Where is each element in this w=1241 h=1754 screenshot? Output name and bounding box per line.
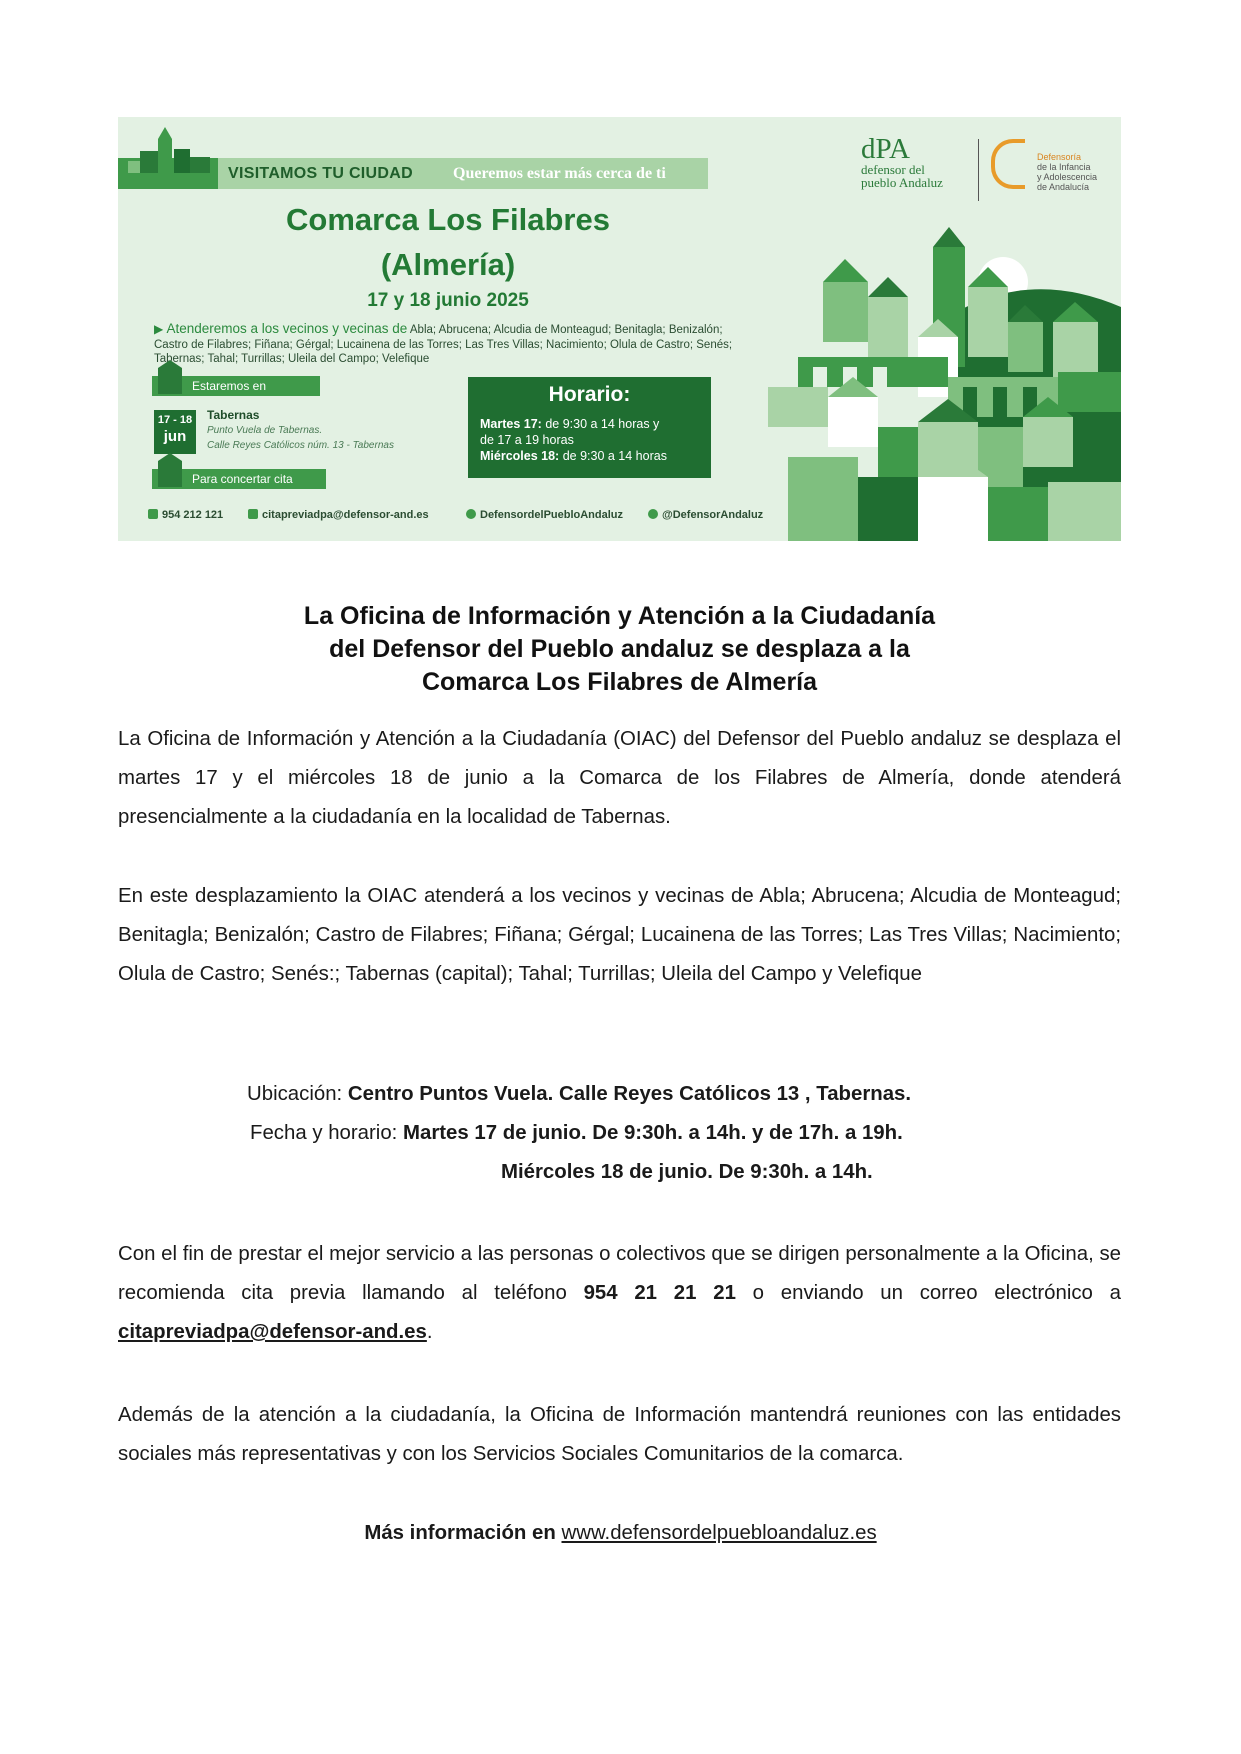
logo-divider — [978, 139, 979, 201]
horario-box: Horario: Martes 17: de 9:30 a 14 horas y de 17 a 19 horas Miércoles 18: de 9:30 a 14 horas — [468, 377, 711, 478]
website-link[interactable]: www.defensordelpuebloandaluz.es — [561, 1522, 877, 1544]
schedule-line-2: Miércoles 18 de junio. De 9:30h. a 14h. — [501, 1161, 873, 1183]
place-line1: Punto Vuela de Tabernas. — [207, 425, 323, 436]
date-box: 17 - 18 jun — [154, 410, 196, 454]
phone-number: 954 21 21 21 — [583, 1282, 736, 1304]
location-line: Ubicación: Centro Puntos Vuela. Calle Reyes Católicos 13 , Tabernas. — [247, 1083, 912, 1105]
house-icon — [158, 461, 182, 487]
page-title: La Oficina de Información y Atención a la Ciudadanía del Defensor del Pueblo andaluz se desplaza a la Comarca Los Filabres de Almería — [303, 602, 936, 696]
facebook-contact[interactable]: DefensordelPuebloAndaluz — [466, 509, 623, 521]
cita-tag: Para concertar cita — [152, 469, 326, 489]
place-name: Tabernas — [207, 408, 260, 422]
email-link[interactable]: citapreviadpa@defensor-and.es — [118, 1321, 427, 1343]
banner-title: Comarca Los Filabres — [286, 202, 610, 237]
dpa-logo: dPA defensor del pueblo Andaluz — [861, 133, 943, 190]
visit-title: VISITAMOS TU CIUDAD — [228, 165, 413, 182]
event-banner: VISITAMOS TU CIUDAD Queremos estar más cerca de ti Comarca Los Filabres (Almería) 17 y 18 junio 2025 ▶ Atenderemos a los vecinos y vecinas de Abla; Abrucena; Alcudia de Monteagud; Benitagla; Benizalón; Castro de Filabres; Fiñana; Gérgal; Lucainena de las Torres; Las Tres Villas; Nacimiento; Olula de Castro; Senés; Tabernas; Tahal; Turrillas; Uleila del Campo; Velefique Estaremos en 17 - 18 jun Tabernas Punto Vuela de Tabernas. Calle Reyes Católicos núm. 13 - Tabernas Para concertar cita Horario: Martes 17: de 9:30 a 14 horas y de 17 a 19 horas Miércoles 18: de 9:30 a 14 horas 954 212 121 citapreviadpa@defensor-and.es DefensordelPuebloAndaluz @DefensorAndaluz dPA defensor del pueblo Andaluz Defensoría de la Infancia y Adolescencia de Andalucía — [118, 117, 1121, 541]
banner-title-province: (Almería) — [380, 247, 516, 282]
facebook-icon — [466, 509, 476, 519]
village-illustration — [768, 227, 1121, 541]
visit-subtitle: Queremos estar más cerca de ti — [453, 165, 666, 182]
more-info-line: Más información en www.defensordelpuebloandaluz.es — [364, 1522, 877, 1544]
intro-paragraph: La Oficina de Información y Atención a la Ciudadanía (OIAC) del Defensor del Pueblo andaluz se desplaza el martes 17 y el miércoles 18 de junio a la Comarca de los Filabres de Almería, donde atenderá presencialmente a la ciudadanía en la localidad de Tabernas. — [118, 728, 1121, 828]
x-icon — [648, 509, 658, 519]
x-contact[interactable]: @DefensorAndaluz — [648, 509, 763, 521]
place-line2: Calle Reyes Católicos núm. 13 - Tabernas — [207, 440, 394, 451]
phone-icon — [148, 509, 158, 519]
email-contact[interactable]: citapreviadpa@defensor-and.es — [248, 509, 429, 521]
mail-icon — [248, 509, 258, 519]
house-icon — [158, 368, 182, 394]
defensoria-mark-icon — [991, 139, 1025, 189]
appointment-paragraph: Con el fin de prestar el mejor servicio a las personas o colectivos que se dirigen personalmente a la Oficina, se recomienda cita previa llamando al teléfono 954 21 21 21 o enviando un correo electrónico a citapreviadpa@defensor-and.es. — [118, 1243, 1121, 1343]
phone-contact[interactable]: 954 212 121 — [148, 509, 223, 521]
schedule-line: Fecha y horario: Martes 17 de junio. De 9:30h. a 14h. y de 17h. a 19h. — [250, 1122, 903, 1144]
banner-attend-text: ▶ Atenderemos a los vecinos y vecinas de Abla; Abrucena; Alcudia de Monteagud; Benitagla; Benizalón; Castro de Filabres; Fiñana; Gérgal; Lucainena de las Torres; Las Tres Villas; Nacimiento; Olula de Castro; Senés; Tabernas; Tahal; Turrillas; Uleila del Campo; Velefique — [154, 321, 733, 365]
municipalities-paragraph: En este desplazamiento la OIAC atenderá a los vecinos y vecinas de Abla; Abrucena; Alcudia de Monteagud; Benitagla; Benizalón; Castro de Filabres; Fiñana; Gérgal; Lucainena de las Torres; Las Tres Villas; Nacimiento; Olula de Castro; Senés:; Tabernas (capital); Tahal; Turrillas; Uleila del Campo y Velefique — [118, 885, 1121, 985]
estaremos-tag: Estaremos en — [152, 376, 320, 396]
meetings-paragraph: Además de la atención a la ciudadanía, la Oficina de Información mantendrá reuniones con las entidades sociales más representativas y con los Servicios Sociales Comunitarios de la comarca. — [118, 1404, 1121, 1465]
triangle-right-icon: ▶ — [154, 322, 164, 336]
banner-date: 17 y 18 junio 2025 — [367, 290, 529, 311]
village-icon — [128, 121, 228, 191]
